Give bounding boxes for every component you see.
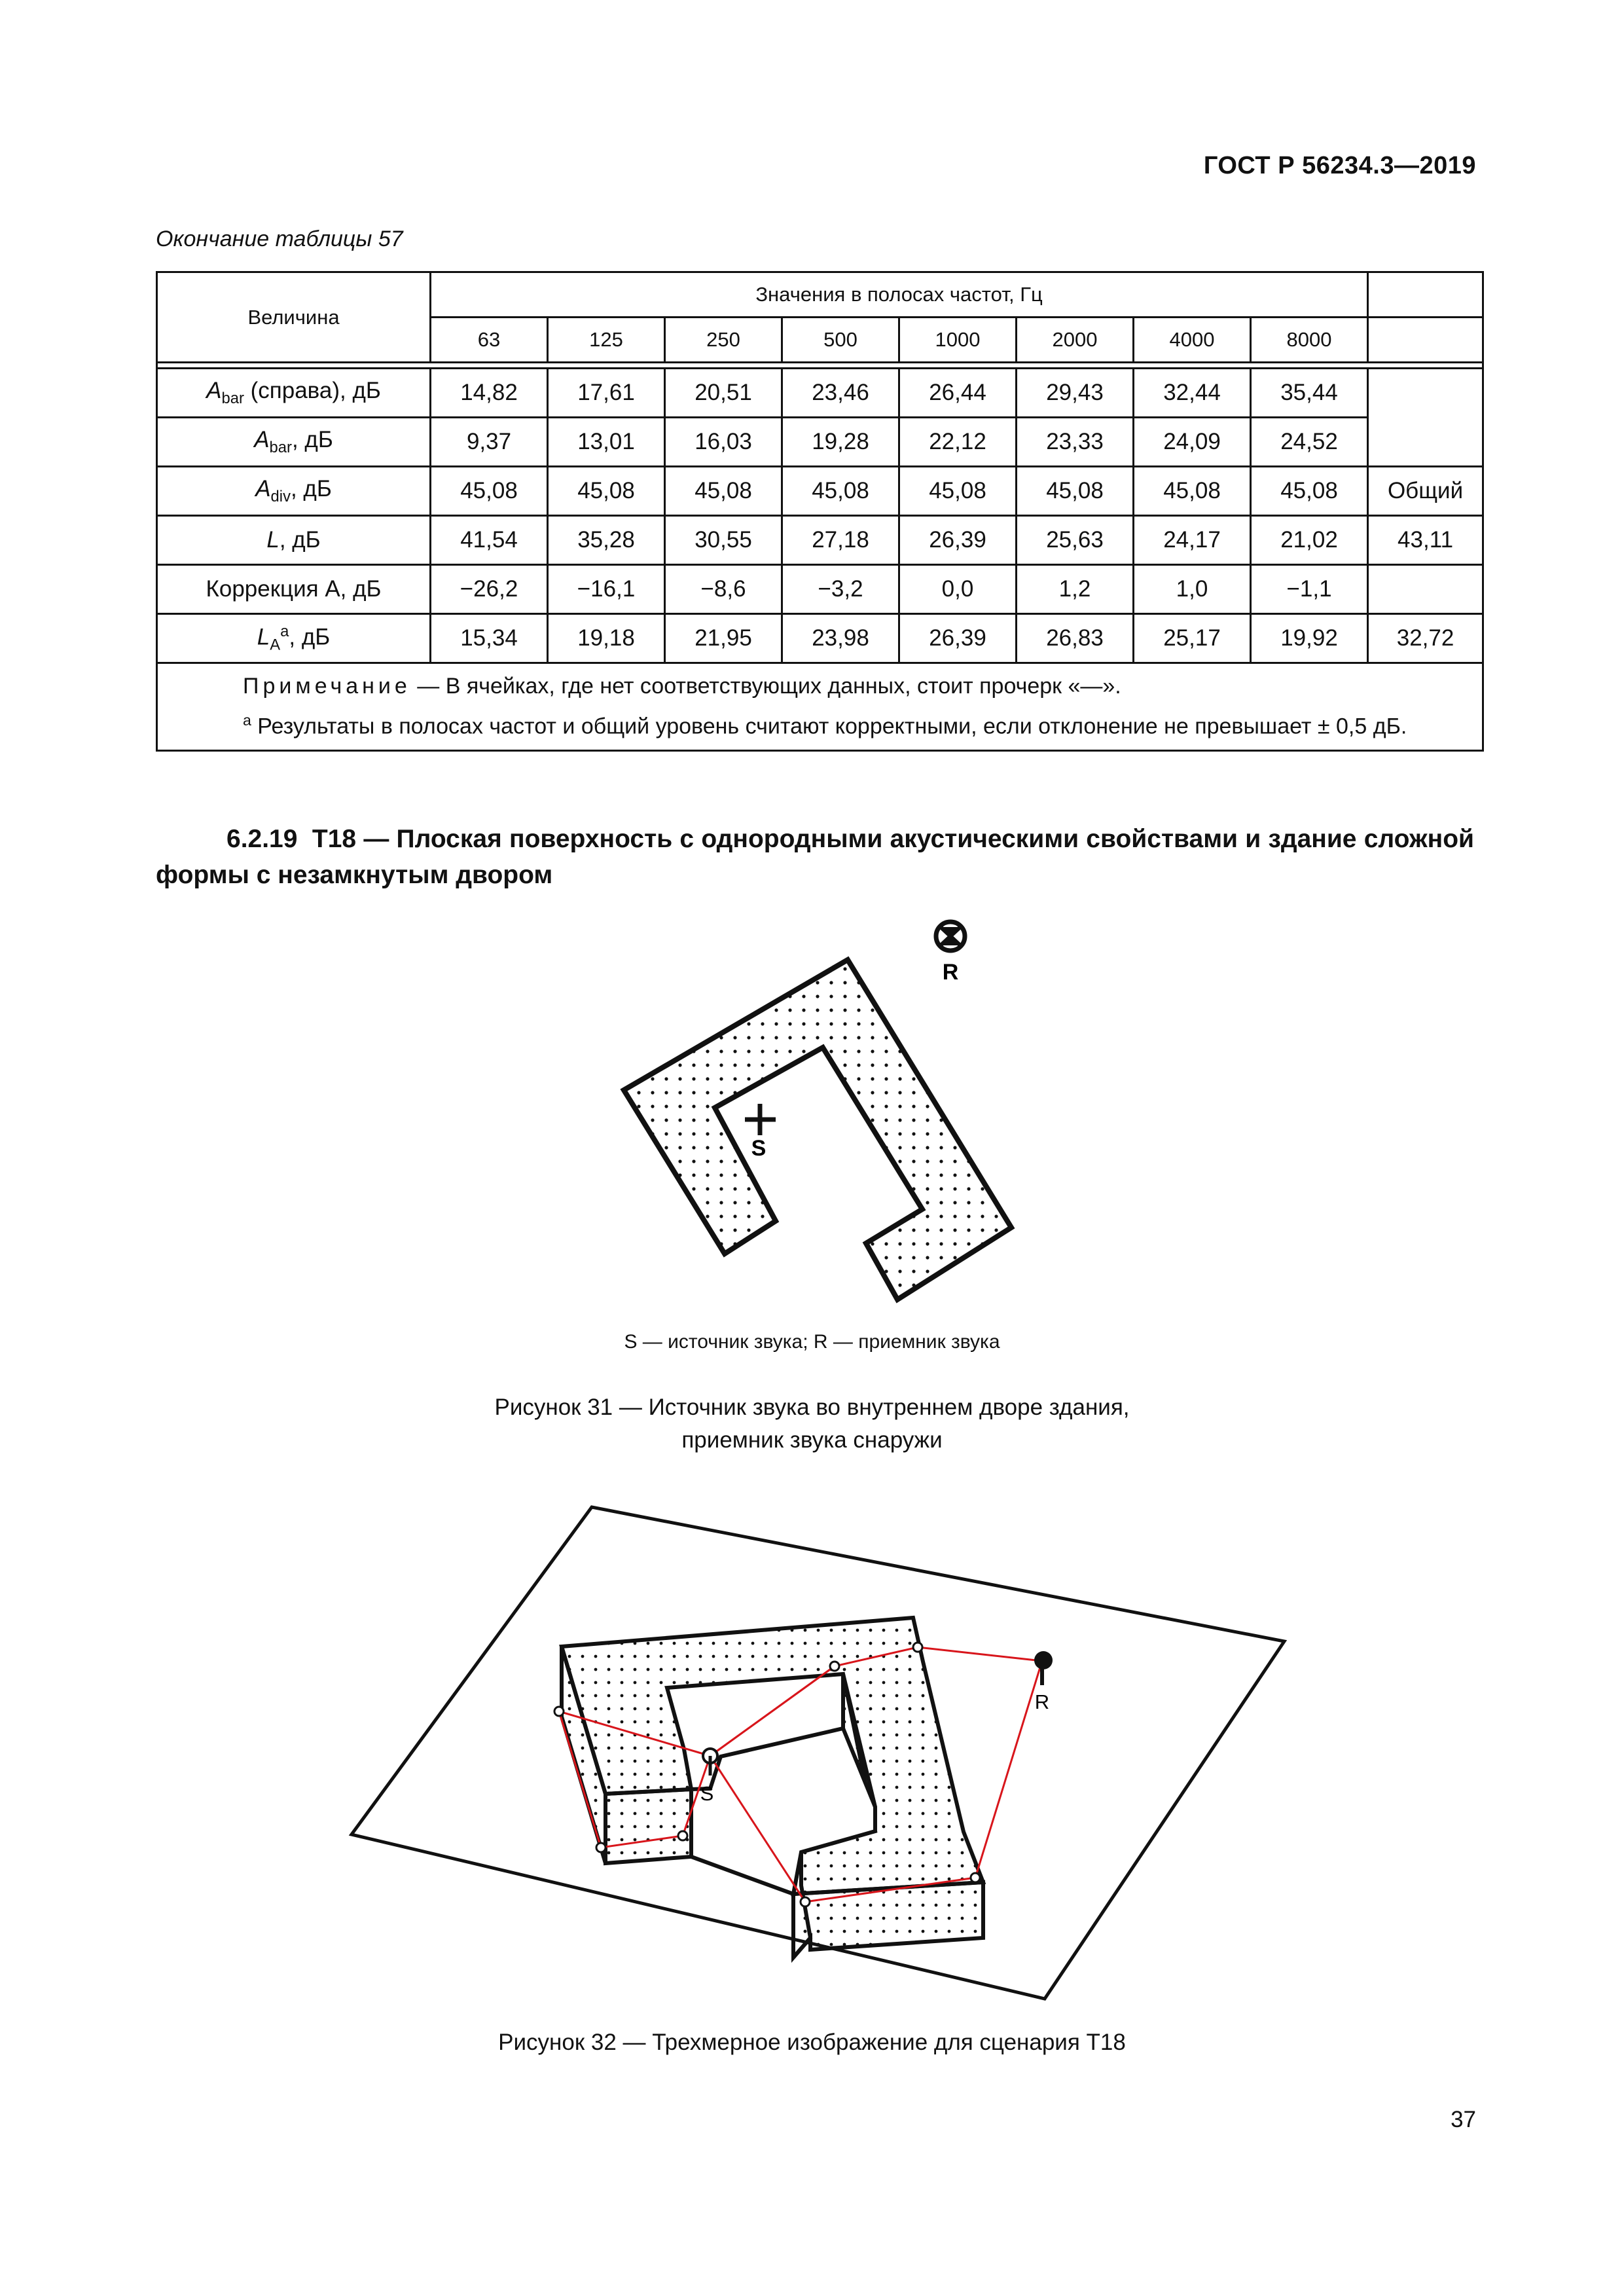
value-cell: 19,92 (1251, 614, 1368, 663)
total-cell: Общий (1368, 467, 1483, 516)
value-cell: 27,18 (782, 516, 899, 565)
receiver-3d-label: R (1034, 1690, 1050, 1713)
note-cell (157, 663, 1483, 751)
table-row (157, 614, 1483, 663)
quantity-cell (157, 565, 431, 614)
value-cell: −26,2 (431, 565, 548, 614)
value-cell: 22,12 (899, 418, 1017, 467)
table-row (157, 516, 1483, 565)
source-label: S (751, 1136, 767, 1161)
table-row (157, 418, 1483, 467)
value-cell: 45,08 (431, 467, 548, 516)
quantity-cell (157, 418, 431, 467)
figure-31-caption-line2: приемник звука снаружи (681, 1427, 943, 1453)
note-row (157, 663, 1483, 751)
value-cell: 25,17 (1134, 614, 1251, 663)
section-number: 6.2.19 (226, 825, 298, 853)
value-cell: 45,08 (548, 467, 665, 516)
value-cell: −3,2 (782, 565, 899, 614)
header-row-1 (157, 272, 1483, 318)
building-outline (624, 960, 1011, 1300)
note-text: — В ячейках, где нет соответствующих данных, стоит прочерк «—». (410, 674, 1121, 699)
value-cell: 26,44 (899, 369, 1017, 418)
value-cell: 24,09 (1134, 418, 1251, 467)
quantity-cell (157, 369, 431, 418)
frequency-header: 125 (548, 318, 665, 363)
value-cell: 1,2 (1017, 565, 1134, 614)
total-cell (1368, 369, 1483, 467)
value-cell: 13,01 (548, 418, 665, 467)
total-cell (1368, 565, 1483, 614)
quantity-footnote-mark: a (280, 622, 289, 640)
value-cell: 45,08 (1134, 467, 1251, 516)
value-cell: 26,39 (899, 614, 1017, 663)
value-cell: 35,44 (1251, 369, 1368, 418)
quantity-symbol: A (255, 476, 271, 501)
header-divider (157, 363, 1483, 369)
value-cell: 19,18 (548, 614, 665, 663)
value-cell: 45,08 (899, 467, 1017, 516)
figure-31-caption-line1: Рисунок 31 — Источник звука во внутреннем дворе здания, (494, 1394, 1130, 1420)
value-cell: 15,34 (431, 614, 548, 663)
quantity-symbol: L (266, 527, 280, 553)
value-cell: 45,08 (782, 467, 899, 516)
receiver-icon (936, 922, 965, 951)
frequency-header: 8000 (1251, 318, 1368, 363)
value-cell: 23,98 (782, 614, 899, 663)
value-cell: 25,63 (1017, 516, 1134, 565)
quantity-unit: , дБ (290, 476, 332, 501)
quantity-cell (157, 614, 431, 663)
footnote-mark: a (243, 712, 251, 729)
value-cell: 23,33 (1017, 418, 1134, 467)
value-cell: 19,28 (782, 418, 899, 467)
page-number: 37 (1451, 2107, 1476, 2132)
total-cell: 32,72 (1368, 614, 1483, 663)
value-cell: 1,0 (1134, 565, 1251, 614)
frequency-header: 250 (665, 318, 782, 363)
value-cell: 45,08 (665, 467, 782, 516)
figure-31-caption (0, 1391, 1624, 1457)
empty-header-cell (1368, 272, 1483, 318)
figure-32-3d (0, 1493, 1624, 2016)
total-cell: 43,11 (1368, 516, 1483, 565)
value-cell: 14,82 (431, 369, 548, 418)
value-cell: 45,08 (1251, 467, 1368, 516)
table-row (157, 565, 1483, 614)
note-line (172, 669, 1468, 703)
value-cell: 29,43 (1017, 369, 1134, 418)
value-cell: 24,17 (1134, 516, 1251, 565)
frequency-header: 63 (431, 318, 548, 363)
figure-31-legend: S — источник звука; R — приемник звука (624, 1331, 1000, 1353)
quantity-cell (157, 516, 431, 565)
value-cell: 32,44 (1134, 369, 1251, 418)
quantity-unit: , дБ (279, 527, 321, 553)
quantity-unit: Коррекция А, дБ (206, 576, 382, 602)
quantity-unit: , дБ (291, 427, 333, 452)
table-row (157, 369, 1483, 418)
quantity-symbol: A (206, 378, 222, 403)
value-cell: 26,39 (899, 516, 1017, 565)
document-code: ГОСТ Р 56234.3—2019 (1203, 152, 1476, 179)
value-cell: −16,1 (548, 565, 665, 614)
value-cell: 23,46 (782, 369, 899, 418)
value-cell: 20,51 (665, 369, 782, 418)
value-cell: −8,6 (665, 565, 782, 614)
receiver-label: R (942, 960, 959, 985)
footnote-text: Результаты в полосах частот и общий уровень считают корректными, если отклонение не превышает ± 0,5 дБ. (251, 714, 1407, 739)
value-cell: 0,0 (899, 565, 1017, 614)
quantity-subscript: bar (269, 439, 292, 456)
quantity-symbol: L (257, 624, 270, 650)
frequency-header: 4000 (1134, 318, 1251, 363)
frequency-header: 500 (782, 318, 899, 363)
value-cell: 21,95 (665, 614, 782, 663)
value-cell: 41,54 (431, 516, 548, 565)
value-cell: 9,37 (431, 418, 548, 467)
data-table (156, 271, 1484, 752)
quantity-cell (157, 467, 431, 516)
bands-header: Значения в полосах частот, Гц (431, 272, 1368, 318)
frequency-header: 2000 (1017, 318, 1134, 363)
source-cross-icon (745, 1104, 776, 1135)
figure-31-plan (0, 897, 1624, 1322)
quantity-header: Величина (157, 272, 431, 363)
value-cell: 17,61 (548, 369, 665, 418)
value-cell: 24,52 (1251, 418, 1368, 467)
table-row (157, 467, 1483, 516)
quantity-subscript: div (270, 488, 291, 505)
footnote-line (172, 703, 1468, 743)
section-heading (156, 821, 1474, 893)
value-cell: −1,1 (1251, 565, 1368, 614)
value-cell: 30,55 (665, 516, 782, 565)
figure-32-caption: Рисунок 32 — Трехмерное изображение для сценария Т18 (498, 2030, 1126, 2055)
quantity-symbol: A (254, 427, 270, 452)
value-cell: 16,03 (665, 418, 782, 467)
section-title: Т18 — Плоская поверхность с однородными акустическими свойствами и здание сложной формы с незамкнутым двором (156, 825, 1474, 889)
empty-header-cell (1368, 318, 1483, 363)
value-cell: 35,28 (548, 516, 665, 565)
value-cell: 45,08 (1017, 467, 1134, 516)
value-cell: 26,83 (1017, 614, 1134, 663)
quantity-unit: (справа), дБ (244, 378, 381, 403)
quantity-subscript: A (270, 636, 281, 654)
frequency-header: 1000 (899, 318, 1017, 363)
source-3d-label: S (700, 1782, 714, 1805)
note-label: Примечание (243, 674, 411, 699)
quantity-subscript: bar (221, 390, 244, 407)
value-cell: 21,02 (1251, 516, 1368, 565)
table-caption: Окончание таблицы 57 (156, 227, 403, 251)
quantity-unit: , дБ (289, 624, 331, 650)
